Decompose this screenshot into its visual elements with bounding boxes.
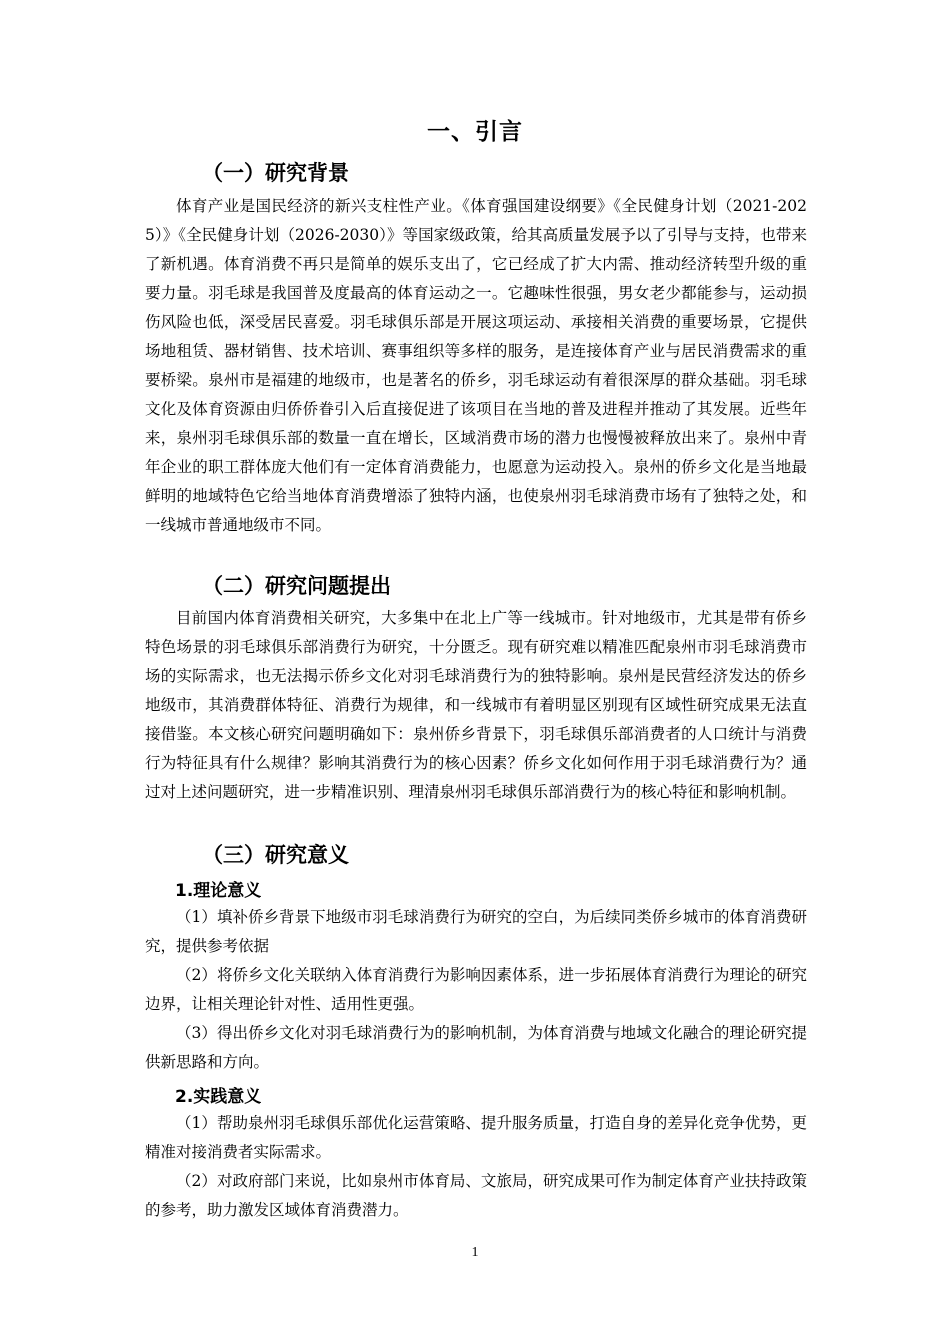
- paragraph-background: 体育产业是国民经济的新兴支柱性产业。《体育强国建设纲要》《全民健身计划（2021-2025）》《全民健身计划（2026-2030）》等国家级政策，给其高质量发展予以了引导与支持，也带来了新机遇。体育消费不再只是简单的娱乐支出了，它已经成了扩大内需、推动经济转型升级的重要力量。羽毛球是我国普及度最高的体育运动之一。它趣味性很强，男女老少都能参与，运动损伤风险也低，深受居民喜爱。羽毛球俱乐部是开展这项运动、承接相关消费的重要场景，它提供场地租赁、器材销售、技术培训、赛事组织等多样的服务，是连接体育产业与居民消费需求的重要桥梁。泉州市是福建的地级市，也是著名的侨乡，羽毛球运动有着很深厚的群众基础。羽毛球文化及体育资源由归侨侨眷引入后直接促进了该项目在当地的普及进程并推动了其发展。近些年来，泉州羽毛球俱乐部的数量一直在增长，区域消费市场的潜力也慢慢被释放出来了。泉州中青年企业的职工群体庞大他们有一定体育消费能力，也愿意为运动投入。泉州的侨乡文化是当地最鲜明的地域特色它给当地体育消费增添了独特内涵，也使泉州羽毛球消费市场有了独特之处，和一线城市普通地级市不同。: [145, 197, 807, 534]
- paragraph-practical-2: （2）对政府部门来说，比如泉州市体育局、文旅局，研究成果可作为制定体育产业扶持政策的参考，助力激发区域体育消费潜力。: [145, 1172, 807, 1219]
- section-heading-research-question: （二）研究问题提出: [202, 574, 391, 598]
- subsection-heading-practical: 2.实践意义: [175, 1087, 262, 1107]
- paragraph-research-question: 目前国内体育消费相关研究，大多集中在北上广等一线城市。针对地级市，尤其是带有侨乡特色场景的羽毛球俱乐部消费行为研究，十分匮乏。现有研究难以精准匹配泉州市羽毛球消费市场的实际需求，也无法揭示侨乡文化对羽毛球消费行为的独特影响。泉州是民营经济发达的侨乡地级市，其消费群体特征、消费行为规律，和一线城市有着明显区别现有区域性研究成果无法直接借鉴。本文核心研究问题明确如下：泉州侨乡背景下，羽毛球俱乐部消费者的人口统计与消费行为特征具有什么规律？影响其消费行为的核心因素？侨乡文化如何作用于羽毛球消费行为？通过对上述问题研究，进一步精准识别、理清泉州羽毛球俱乐部消费行为的核心特征和影响机制。: [145, 609, 807, 801]
- page-title: 一、引言: [427, 119, 523, 145]
- page-number: 1: [471, 1245, 479, 1260]
- paragraph-theoretical-1: （1）填补侨乡背景下地级市羽毛球消费行为研究的空白，为后续同类侨乡城市的体育消费研究，提供参考依据: [145, 908, 807, 955]
- section-heading-background: （一）研究背景: [202, 161, 349, 185]
- paragraph-theoretical-3: （3）得出侨乡文化对羽毛球消费行为的影响机制，为体育消费与地域文化融合的理论研究提供新思路和方向。: [145, 1024, 807, 1071]
- paragraph-practical-1: （1）帮助泉州羽毛球俱乐部优化运营策略、提升服务质量，打造自身的差异化竞争优势，更精准对接消费者实际需求。: [145, 1114, 807, 1161]
- section-heading-significance: （三）研究意义: [202, 843, 349, 867]
- subsection-heading-theoretical: 1.理论意义: [175, 881, 262, 901]
- paragraph-theoretical-2: （2）将侨乡文化关联纳入体育消费行为影响因素体系，进一步拓展体育消费行为理论的研究边界，让相关理论针对性、适用性更强。: [145, 966, 807, 1013]
